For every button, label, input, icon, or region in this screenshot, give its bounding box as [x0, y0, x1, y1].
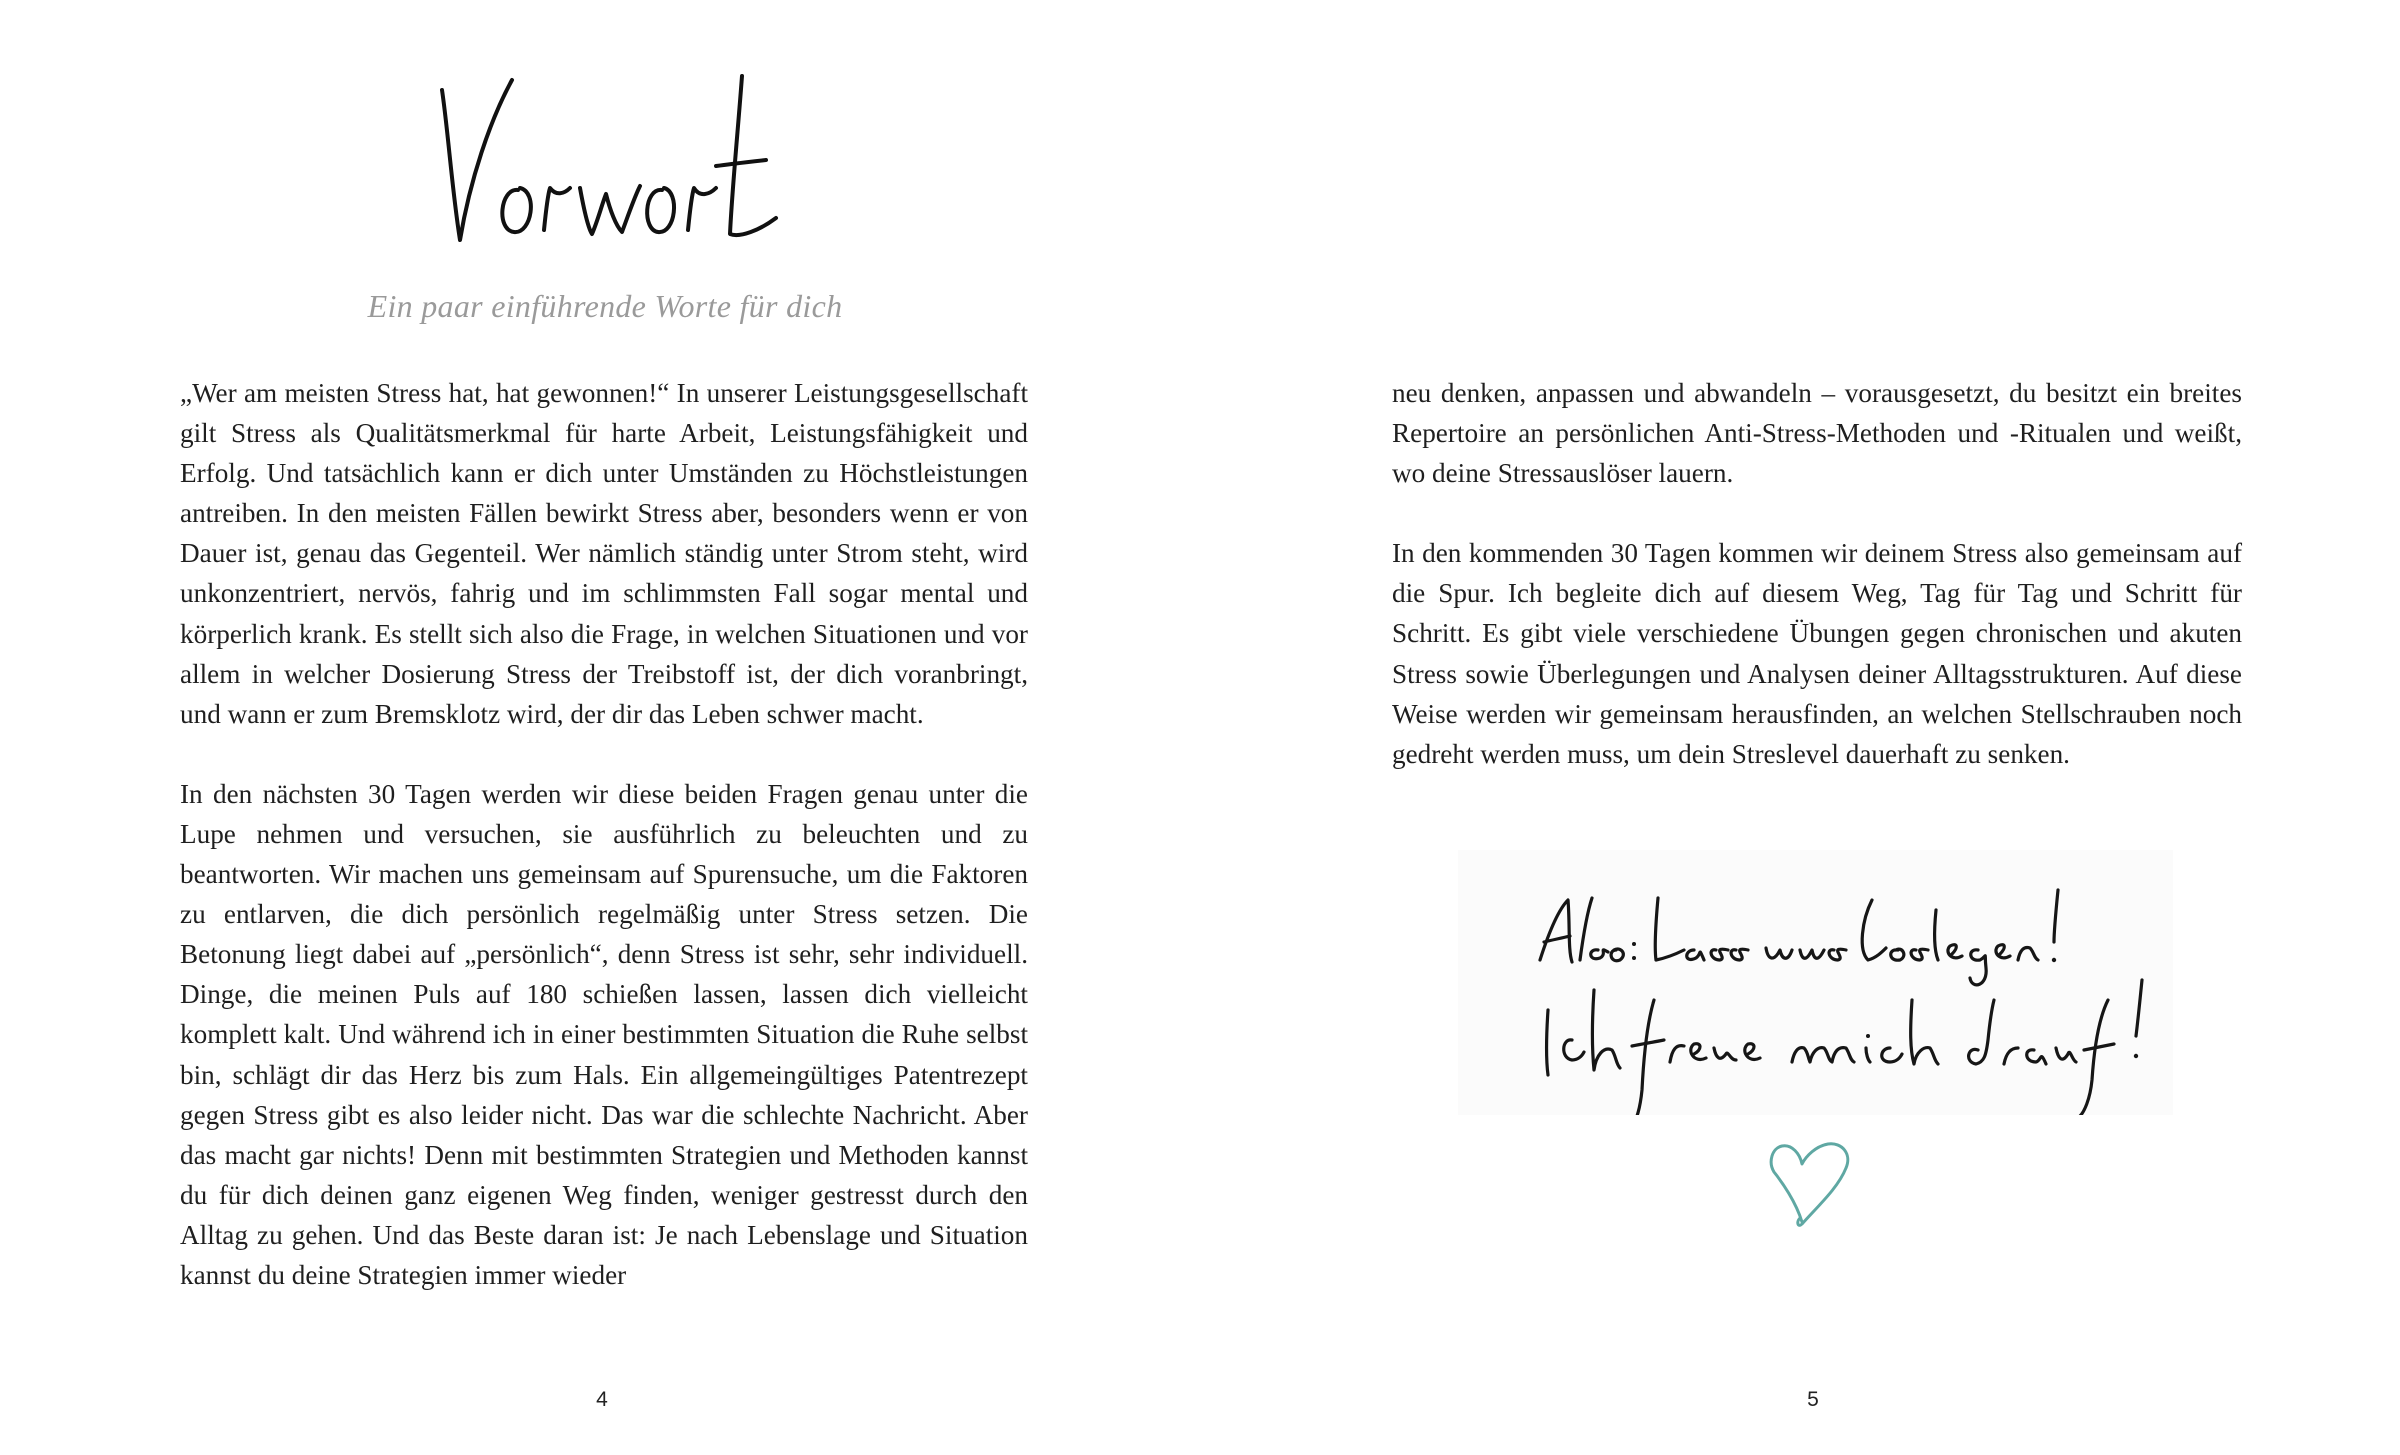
handwritten-title [430, 70, 790, 270]
right-body-text [1392, 373, 2242, 774]
page-number: 4 [596, 1388, 608, 1411]
heart-icon [1762, 1132, 1862, 1232]
heart-drawing [1762, 1132, 1862, 1232]
paragraph: neu denken, anpassen und abwandeln – vorausgesetzt, du besitzt ein breites Repertoire an persönlichen Anti-Stress-Methoden und -Ritualen und weißt, wo deine Stressauslöser lauern. [1392, 378, 2242, 489]
paragraph: In den nächsten 30 Tagen werden wir diese beiden Fragen genau unter die Lupe nehmen und versuchen, sie ausführlich zu beleuchten und zu beantworten. Wir machen uns gemeinsam auf Spurensuche, um die Faktoren zu entlarven, die dich persönlich regelmäßig unter Stress setzen. Die Betonung liegt dabei auf „persönlich“, denn Stress ist sehr, sehr individuell. Dinge, die meinen Puls auf 180 schießen lassen, lassen dich vielleicht komplett kalt. Und während ich in einer bestimmten Situation die Ruhe selbst bin, schlägt dir das Herz bis zum Hals. Ein allgemeingültiges Patentrezept gegen Stress gibt es also leider nicht. Das war die schlechte Nachricht. Aber das macht gar nichts! Denn mit bestimmten Strategien und Methoden kannst du für dich deinen ganz eigenen Weg finden, weniger gestresst durch den Alltag zu gehen. Und das Beste daran ist: Je nach Lebenslage und Situation kannst du deine Strategien immer wieder [180, 778, 1028, 1290]
right-page [1200, 0, 2400, 1455]
subtitle: Ein paar einführende Worte für dich [367, 288, 843, 324]
handwritten-title-drawing [430, 70, 790, 270]
left-body-text [180, 373, 1028, 1295]
handwritten-note-drawing [1458, 850, 2173, 1115]
handwritten-note [1458, 850, 2173, 1115]
page-number: 5 [1807, 1388, 1819, 1411]
paragraph: „Wer am meisten Stress hat, hat gewonnen!“ In unserer Leistungsgesellschaft gilt Stress als Qualitätsmerkmal für harte Arbeit, Leistungsfähigkeit und Erfolg. Und tatsächlich kann er dich unter Umständen zu Höchstleistungen antreiben. In den meisten Fällen bewirkt Stress aber, besonders wenn er von Dauer ist, genau das Gegenteil. Wer nämlich ständig unter Strom steht, wird unkonzentriert, nervös, fahrig und im schlimmsten Fall sogar mental und körperlich krank. Es stellt sich also die Frage, in welchen Situationen und vor allem in welcher Dosierung Stress der Treibstoff ist, der dich voranbringt, und wann er zum Bremsklotz wird, der dir das Leben schwer macht. [180, 378, 1028, 729]
paragraph: In den kommenden 30 Tagen kommen wir deinem Stress also gemeinsam auf die Spur. Ich begleite dich auf diesem Weg, Tag für Tag und Schritt für Schritt. Es gibt viele verschiedene Übungen gegen chronischen und akuten Stress sowie Überlegungen und Analysen deiner Alltagsstrukturen. Auf diese Weise werden wir gemeinsam herausfinden, an welchen Stellschrauben noch gedreht werden muss, um dein Streslevel dauerhaft zu senken. [1392, 538, 2242, 769]
